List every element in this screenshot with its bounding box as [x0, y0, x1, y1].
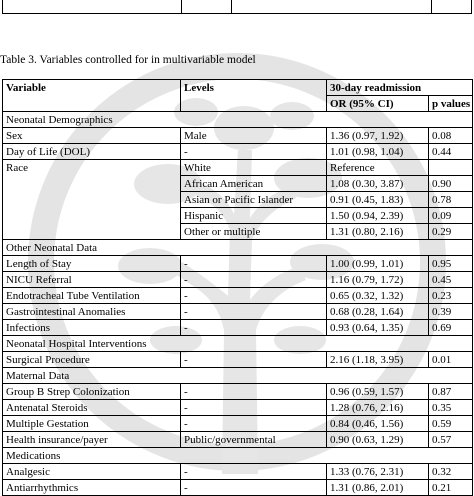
- cell-p-value: 0.35: [429, 400, 473, 416]
- table-row: [3, 224, 473, 240]
- cell-or-ci: 1.28 (0.76, 2.16): [327, 400, 429, 416]
- cell-variable: Race: [3, 160, 181, 176]
- cell-variable: Antiarrhythmics: [3, 480, 181, 496]
- cell-or-ci: 1.36 (0.97, 1.92): [327, 128, 429, 144]
- cell-or-ci: 0.91 (0.45, 1.83): [327, 192, 429, 208]
- cell-or-ci: 0.65 (0.32, 1.32): [327, 288, 429, 304]
- previous-table-cell: [181, 0, 232, 14]
- cell-level: White: [181, 160, 327, 176]
- cell-or-ci: 1.01 (0.98, 1.04): [327, 144, 429, 160]
- section-row: [3, 368, 473, 384]
- table-subheader-row: [3, 96, 473, 112]
- header-outcome: 30-day readmission: [327, 80, 473, 96]
- cell-p-value: 0.08: [429, 128, 473, 144]
- cell-level: Other or multiple: [181, 224, 327, 240]
- section-label: Other Neonatal Data: [3, 240, 473, 256]
- cell-or-ci: 0.90 (0.63, 1.29): [327, 432, 429, 448]
- previous-table-cell: [3, 0, 182, 14]
- cell-p-value: 0.95: [429, 256, 473, 272]
- cell-or-ci: 1.31 (0.80, 2.16): [327, 224, 429, 240]
- table-caption: Table 3. Variables controlled for in multivariable model: [0, 54, 256, 66]
- cell-variable: Day of Life (DOL): [3, 144, 181, 160]
- table-row: [3, 320, 473, 336]
- cell-variable: [3, 192, 181, 208]
- cell-level: -: [181, 304, 327, 320]
- cell-variable: Infections: [3, 320, 181, 336]
- cell-variable: Analgesic: [3, 464, 181, 480]
- section-label: Neonatal Demographics: [3, 112, 473, 128]
- section-label: Maternal Data: [3, 368, 473, 384]
- cell-variable: [3, 208, 181, 224]
- table-row: [3, 480, 473, 496]
- cell-p-value: 0.09: [429, 208, 473, 224]
- table-row: [3, 208, 473, 224]
- previous-table-cell: [231, 0, 432, 14]
- cell-or-ci: 1.50 (0.94, 2.39): [327, 208, 429, 224]
- table-row: [3, 352, 473, 368]
- cell-variable: Gastrointestinal Anomalies: [3, 304, 181, 320]
- cell-level: -: [181, 272, 327, 288]
- cell-or-ci: 0.93 (0.64, 1.35): [327, 320, 429, 336]
- cell-or-ci: Reference: [327, 160, 429, 176]
- section-row: [3, 448, 473, 464]
- cell-variable: Length of Stay: [3, 256, 181, 272]
- cell-variable: NICU Referral: [3, 272, 181, 288]
- cell-or-ci: 0.96 (0.59, 1.57): [327, 384, 429, 400]
- cell-level: Public/governmental: [181, 432, 327, 448]
- cell-level: -: [181, 352, 327, 368]
- cell-or-ci: 1.16 (0.79, 1.72): [327, 272, 429, 288]
- cell-p-value: 0.69: [429, 320, 473, 336]
- header-variable-cont: [3, 96, 181, 112]
- section-label: Medications: [3, 448, 473, 464]
- header-p-values: p values: [429, 96, 473, 112]
- table-row: [3, 464, 473, 480]
- cell-or-ci: 2.16 (1.18, 3.95): [327, 352, 429, 368]
- cell-level: -: [181, 144, 327, 160]
- cell-variable: [3, 224, 181, 240]
- table-row: [3, 304, 473, 320]
- table-row: [3, 416, 473, 432]
- header-levels: Levels: [181, 80, 327, 96]
- table-row: [3, 432, 473, 448]
- cell-level: -: [181, 288, 327, 304]
- cell-variable: Multiple Gestation: [3, 416, 181, 432]
- table-row: [3, 192, 473, 208]
- header-levels-cont: [181, 96, 327, 112]
- cell-p-value: 0.45: [429, 272, 473, 288]
- cell-level: Asian or Pacific Islander: [181, 192, 327, 208]
- cell-p-value: 0.78: [429, 192, 473, 208]
- cell-or-ci: 0.84 (0.46, 1.56): [327, 416, 429, 432]
- cell-p-value: 0.23: [429, 288, 473, 304]
- cell-or-ci: 0.68 (0.28, 1.64): [327, 304, 429, 320]
- table-row: [3, 128, 473, 144]
- cell-level: Hispanic: [181, 208, 327, 224]
- section-row: [3, 336, 473, 352]
- cell-variable: Antenatal Steroids: [3, 400, 181, 416]
- cell-level: Male: [181, 128, 327, 144]
- table-row: [3, 384, 473, 400]
- cell-level: -: [181, 464, 327, 480]
- cell-p-value: 0.32: [429, 464, 473, 480]
- cell-p-value: 0.39: [429, 304, 473, 320]
- cell-p-value: 0.01: [429, 352, 473, 368]
- cell-variable: Surgical Procedure: [3, 352, 181, 368]
- cell-p-value: 0.21: [429, 480, 473, 496]
- section-row: [3, 112, 473, 128]
- cell-level: African American: [181, 176, 327, 192]
- cell-p-value: 0.59: [429, 416, 473, 432]
- cell-level: -: [181, 384, 327, 400]
- cell-variable: Group B Strep Colonization: [3, 384, 181, 400]
- cell-or-ci: 1.00 (0.99, 1.01): [327, 256, 429, 272]
- cell-variable: [3, 176, 181, 192]
- cell-p-value: 0.57: [429, 432, 473, 448]
- cell-p-value: 0.87: [429, 384, 473, 400]
- cell-level: -: [181, 320, 327, 336]
- table-row: [3, 160, 473, 176]
- cell-level: -: [181, 256, 327, 272]
- table-row: [3, 400, 473, 416]
- previous-table-fragment: [2, 0, 472, 14]
- cell-variable: Health insurance/payer: [3, 432, 181, 448]
- cell-variable: Endotracheal Tube Ventilation: [3, 288, 181, 304]
- variables-table: [2, 79, 473, 496]
- table-row: [3, 144, 473, 160]
- table-row: [3, 176, 473, 192]
- cell-p-value: 0.29: [429, 224, 473, 240]
- cell-level: -: [181, 416, 327, 432]
- section-label: Neonatal Hospital Interventions: [3, 336, 473, 352]
- cell-level: -: [181, 480, 327, 496]
- cell-variable: Sex: [3, 128, 181, 144]
- cell-or-ci: 1.33 (0.76, 2.31): [327, 464, 429, 480]
- cell-p-value: 0.90: [429, 176, 473, 192]
- table-row: [3, 256, 473, 272]
- table-row: [3, 272, 473, 288]
- cell-level: -: [181, 400, 327, 416]
- cell-p-value: 0.44: [429, 144, 473, 160]
- section-row: [3, 240, 473, 256]
- table-row: [3, 288, 473, 304]
- cell-or-ci: 1.31 (0.86, 2.01): [327, 480, 429, 496]
- cell-p-value: [429, 160, 473, 176]
- cell-or-ci: 1.08 (0.30, 3.87): [327, 176, 429, 192]
- header-or-ci: OR (95% CI): [327, 96, 429, 112]
- table-header-row: [3, 80, 473, 96]
- header-variable: Variable: [3, 80, 181, 96]
